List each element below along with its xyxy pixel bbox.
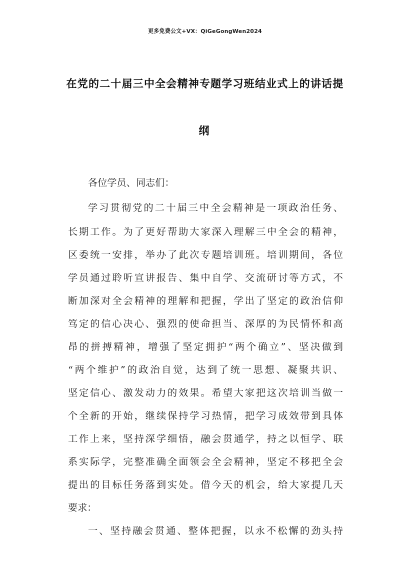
paragraph-line: 个全新的开始，继续保持学习热情，把学习成效带到具体 (68, 411, 343, 422)
paragraph-line: 笃定的信心决心、强烈的使命担当、深厚的为民情怀和高 (68, 319, 343, 330)
header-note: 更多免费公文+VX：QiGeGongWen2024 (148, 29, 262, 35)
paragraph-line: 一、坚持融会贯通、整体把握，以永不松懈的劲头持 (88, 526, 343, 537)
paragraph-line: 系实际学，完整准确全面领会全会精神，坚定不移把全会 (68, 457, 343, 468)
paragraph-line: 工作上来，坚持深学细悟，融会贯通学，持之以恒学、联 (68, 434, 343, 445)
document-title-line-1: 在党的二十届三中全会精神专题学习班结业式上的讲话提 (66, 78, 344, 90)
paragraph-line: 断加深对全会精神的理解和把握，学出了坚定的政治信仰 (68, 296, 343, 307)
paragraph-line: 长期工作。为了更好帮助大家深入理解三中全会的精神， (68, 227, 343, 238)
paragraph-line: 提出的目标任务落到实处。借今天的机会，给大家提几天 (68, 480, 343, 491)
paragraph-line: 区委统一安排，举办了此次专题培训班。培训期间，各位 (68, 250, 343, 261)
paragraph-line: 昂的拼搏精神，增强了坚定拥护“两个确立”、坚决做到 (68, 342, 343, 353)
salutation: 各位学员、同志们： (88, 178, 175, 189)
paragraph-line: 要求： (68, 503, 97, 514)
document-title-line-2: 纲 (198, 125, 212, 137)
paragraph-line: “两个维护”的政治自觉，达到了统一思想、凝聚共识、 (68, 365, 343, 376)
paragraph-line: 学习贯彻党的二十届三中全会精神是一项政治任务、 (88, 203, 343, 214)
paragraph-line: 学员通过聆听宣讲报告、集中自学、交流研讨等方式，不 (68, 273, 343, 284)
paragraph-line: 坚定信心、激发动力的效果。希望大家把这次培训当做一 (68, 388, 343, 399)
